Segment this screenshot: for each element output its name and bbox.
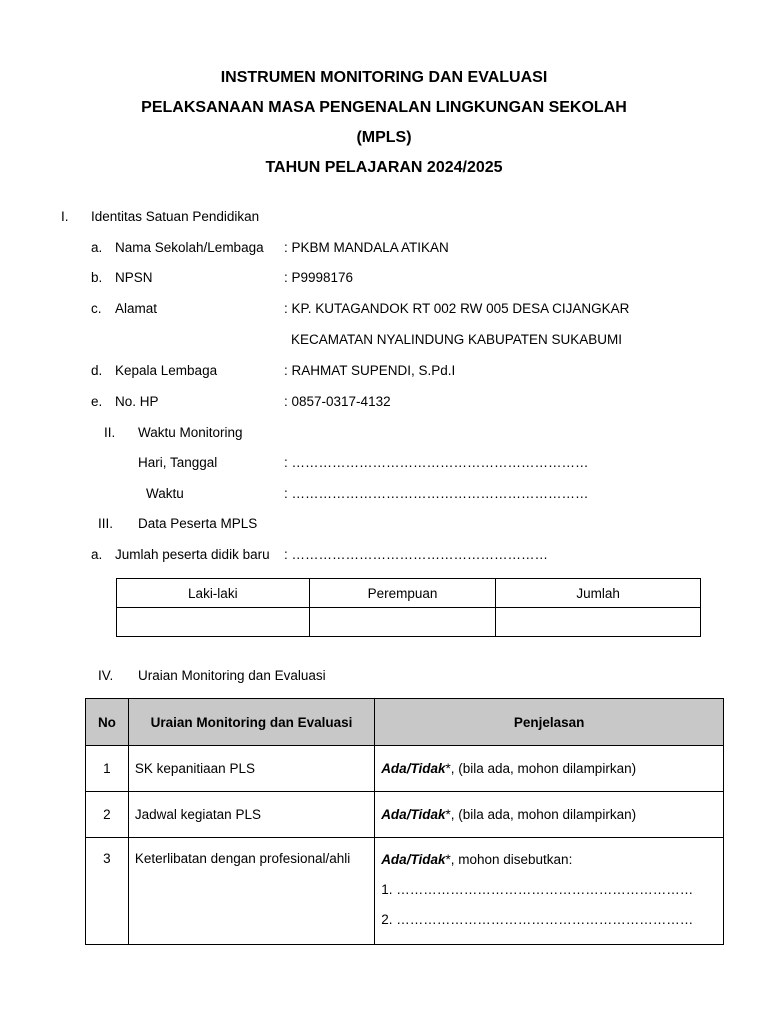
section1-title: Identitas Satuan Pendidikan	[91, 209, 260, 224]
asterisk: *	[445, 852, 451, 867]
item-c-label: Alamat	[115, 301, 158, 316]
item-e-letter: e.	[91, 394, 103, 409]
row-penjelasan	[375, 838, 724, 945]
item-c-value-line2: KECAMATAN NYALINDUNG KABUPATEN SUKABUMI	[291, 332, 623, 347]
section1-number: I.	[61, 209, 69, 224]
ada-tidak-label: Ada/Tidak	[381, 852, 446, 867]
header-laki-laki: Laki-laki	[117, 579, 310, 608]
header-no: No	[86, 699, 129, 746]
hari-tanggal-label: Hari, Tanggal	[138, 455, 218, 470]
peserta-header-row	[117, 579, 701, 608]
ada-tidak-label: Ada/Tidak	[381, 761, 446, 776]
item-d-value: : RAHMAT SUPENDI, S.Pd.I	[284, 363, 456, 378]
row-uraian: SK kepanitiaan PLS	[128, 746, 374, 792]
item-a-value: : PKBM MANDALA ATIKAN	[284, 240, 449, 255]
section3-number: III.	[98, 516, 114, 531]
section3-title: Data Peserta MPLS	[138, 516, 258, 531]
header-jumlah: Jumlah	[496, 579, 701, 608]
item-a-letter: a.	[91, 240, 103, 255]
item-c-letter: c.	[91, 301, 102, 316]
row-no: 1	[86, 746, 129, 792]
fill-line-1[interactable]: 1. …………………………………………………………	[381, 882, 694, 897]
item-b-letter: b.	[91, 270, 103, 285]
header-uraian: Uraian Monitoring dan Evaluasi	[128, 699, 374, 746]
section4-title: Uraian Monitoring dan Evaluasi	[138, 668, 326, 683]
asterisk: *	[445, 761, 451, 776]
monev-table	[85, 698, 724, 945]
hari-tanggal-value: : …………………………………………………………	[284, 455, 589, 470]
item-d-label: Kepala Lembaga	[115, 363, 218, 378]
jumlah-peserta-label: Jumlah peserta didik baru	[115, 547, 270, 562]
item-d-letter: d.	[91, 363, 103, 378]
doc-title-line1: INSTRUMEN MONITORING DAN EVALUASI	[220, 69, 548, 86]
laki-laki-cell[interactable]	[117, 608, 310, 637]
jumlah-cell[interactable]	[496, 608, 701, 637]
row-penjelasan	[375, 792, 724, 838]
row-penjelasan	[375, 746, 724, 792]
jumlah-peserta-value: : …………………………………………………	[284, 547, 549, 562]
header-penjelasan: Penjelasan	[375, 699, 724, 746]
waktu-value: : …………………………………………………………	[284, 486, 589, 501]
doc-title-line2: PELAKSANAAN MASA PENGENALAN LINGKUNGAN SEKOLAH	[141, 99, 627, 116]
item-e-label: No. HP	[115, 394, 159, 409]
penjelasan-text: , (bila ada, mohon dilampirkan)	[450, 761, 637, 776]
perempuan-cell[interactable]	[309, 608, 496, 637]
section2-title: Waktu Monitoring	[138, 425, 243, 440]
item-b-value: : P9998176	[284, 270, 354, 285]
fill-line-2[interactable]: 2. …………………………………………………………	[381, 912, 694, 927]
row-uraian: Keterlibatan dengan profesional/ahli	[128, 838, 374, 945]
section2-number: II.	[104, 425, 116, 440]
doc-title-line3: (MPLS)	[356, 129, 412, 146]
doc-title-line4: TAHUN PELAJARAN 2024/2025	[265, 159, 503, 176]
asterisk: *	[445, 807, 451, 822]
row-no: 3	[86, 838, 129, 945]
row-uraian: Jadwal kegiatan PLS	[128, 792, 374, 838]
item-c-value: : KP. KUTAGANDOK RT 002 RW 005 DESA CIJANGKAR	[284, 301, 630, 316]
waktu-label: Waktu	[146, 486, 184, 501]
table-row	[86, 746, 724, 792]
table-row	[86, 792, 724, 838]
row-no: 2	[86, 792, 129, 838]
item-b-label: NPSN	[115, 270, 153, 285]
penjelasan-text: , (bila ada, mohon dilampirkan)	[450, 807, 637, 822]
item-e-value: : 0857-0317-4132	[284, 394, 391, 409]
header-perempuan: Perempuan	[309, 579, 496, 608]
jumlah-peserta-letter: a.	[91, 547, 103, 562]
table-row	[86, 838, 724, 945]
section4-number: IV.	[98, 668, 114, 683]
peserta-table	[116, 578, 701, 637]
peserta-input-row	[117, 608, 701, 637]
ada-tidak-label: Ada/Tidak	[381, 807, 446, 822]
monev-header-row	[86, 699, 724, 746]
penjelasan-first-line	[381, 851, 723, 869]
item-a-label: Nama Sekolah/Lembaga	[115, 240, 264, 255]
penjelasan-text: , mohon disebutkan:	[450, 852, 573, 867]
